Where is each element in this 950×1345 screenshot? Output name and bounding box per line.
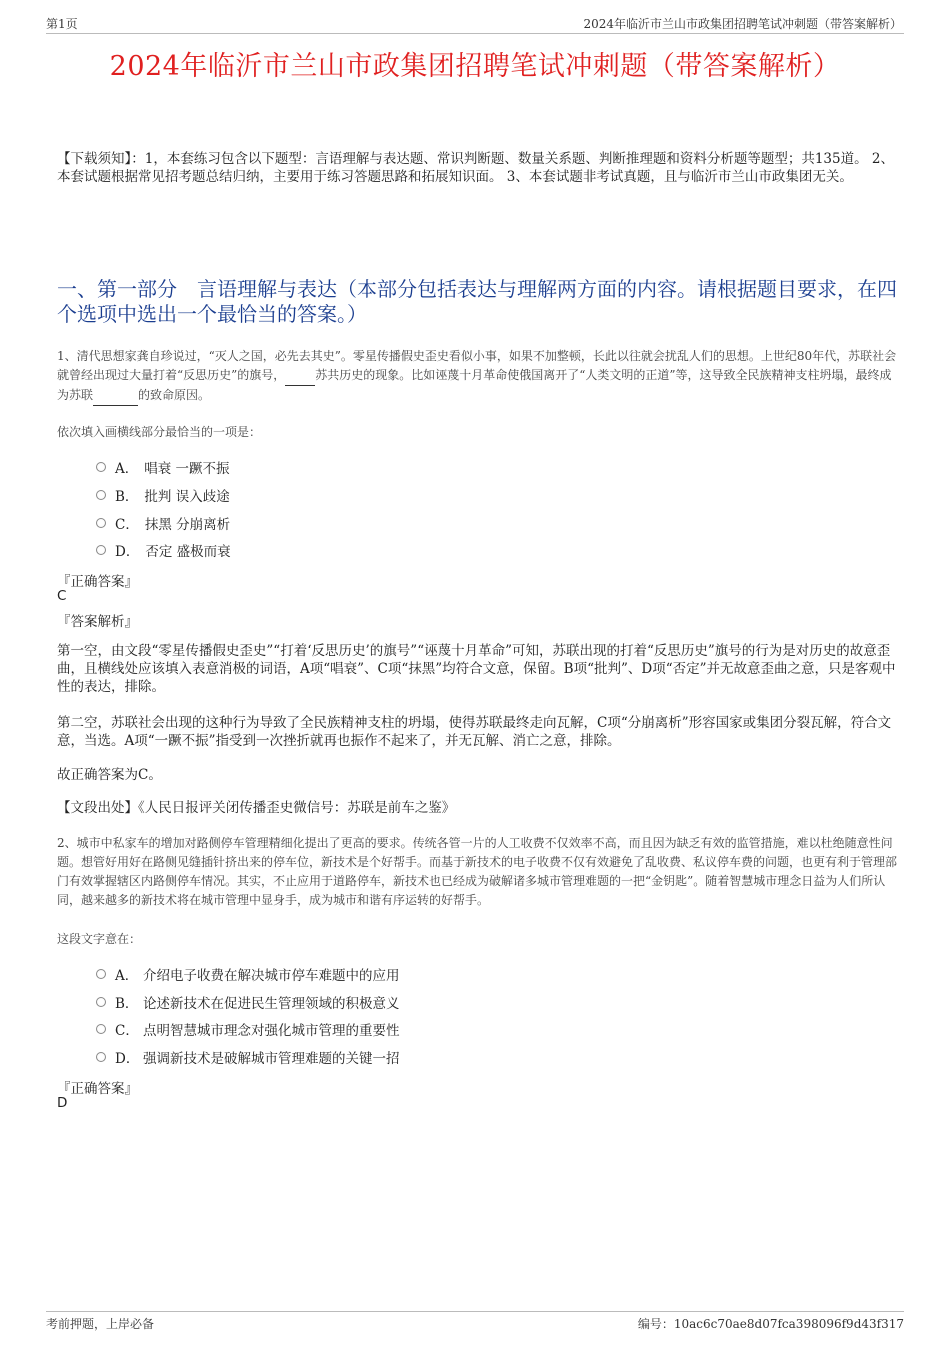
q2-option-d[interactable] xyxy=(96,1047,400,1067)
q1-answer: C xyxy=(57,588,67,604)
option-text: 抹黑 分崩离析 xyxy=(144,517,231,533)
question-2-prompt: 这段文字意在： xyxy=(57,932,142,946)
q1-analysis-2: 第二空，苏联社会出现的这种行为导致了全民族精神支柱的坍塌，使得苏联最终走向瓦解，C项“分崩离析”形容国家或集团分裂瓦解，符合文意，当选。A项“一蹶不振”指受到一次挫折就再也振作不起来了，并无瓦解、消亡之意，排除。 xyxy=(57,715,892,749)
footer-divider xyxy=(46,1311,904,1312)
option-label: B． xyxy=(115,996,139,1012)
question-1-text xyxy=(57,347,897,406)
option-text: 批判 误入歧途 xyxy=(144,489,230,505)
q1-option-c[interactable] xyxy=(96,513,230,533)
section-heading: 一、第一部分 言语理解与表达（本部分包括表达与理解两方面的内容。请根据题目要求，在四个选项中选出一个最恰当的答案。） xyxy=(57,277,897,326)
option-label: B． xyxy=(115,489,139,505)
question-1-prompt: 依次填入画横线部分最恰当的一项是： xyxy=(57,425,262,439)
download-notice: 【下载须知】：1，本套练习包含以下题型：言语理解与表达题、常识判断题、数量关系题、判断推理题和资料分析题等题型；共135道。 2、本套试题根据常见招考题总结归纳，主要用于练习答题思路和拓展知识面。 3、本套试题非考试真题，且与临沂市兰山市政集团无关。 xyxy=(57,151,894,185)
radio-icon[interactable] xyxy=(96,969,106,979)
option-text: 强调新技术是破解城市管理难题的关键一招 xyxy=(143,1051,400,1067)
q2-answer-label: 『正确答案』 xyxy=(57,1081,138,1097)
q2-option-a[interactable] xyxy=(96,964,400,984)
option-label: D． xyxy=(115,544,140,560)
q2-option-b[interactable] xyxy=(96,992,400,1012)
radio-icon[interactable] xyxy=(96,462,106,472)
page-number: 第1页 xyxy=(46,17,78,31)
blank-2 xyxy=(93,386,138,406)
q1-option-d[interactable] xyxy=(96,540,231,560)
footer-slogan: 考前押题，上岸必备 xyxy=(46,1317,155,1331)
option-text: 点明智慧城市理念对强化城市管理的重要性 xyxy=(143,1023,400,1039)
radio-icon[interactable] xyxy=(96,1052,106,1062)
question-1-text-b: 苏共历史的现象。比如诬蔑十月革命使俄国离开了“人类文明的正道”等，这导致全民族精神支柱坍塌，最终成为苏联 xyxy=(57,368,892,402)
header-divider xyxy=(46,33,904,34)
option-text: 否定 盛极而衰 xyxy=(145,544,231,560)
page-title: 2024年临沂市兰山市政集团招聘笔试冲刺题（带答案解析） xyxy=(109,51,841,82)
option-text: 唱衰 一蹶不振 xyxy=(144,461,230,477)
radio-icon[interactable] xyxy=(96,545,106,555)
question-2-text: 2、城市中私家车的增加对路侧停车管理精细化提出了更高的要求。传统各管一片的人工收费不仅效率不高，而且因为缺乏有效的监管措施，难以杜绝随意性问题。想管好用好在路侧见缝插针挤出来的停车位，新技术是个好帮手。而基于新技术的电子收费不仅有效避免了乱收费、私议停车费的问题，也更有利于管理部门有效掌握辖区内路侧停车情况。其实，不止应用于道路停车，新技术也已经成为破解诸多城市管理难题的一把“金钥匙”。随着智慧城市理念日益为人们所认同，越来越多的新技术将在城市管理中显身手，成为城市和谐有序运转的好帮手。 xyxy=(57,836,898,907)
option-label: C． xyxy=(115,1023,139,1039)
radio-icon[interactable] xyxy=(96,1024,106,1034)
blank-1 xyxy=(285,366,315,386)
radio-icon[interactable] xyxy=(96,518,106,528)
q2-answer: D xyxy=(57,1095,68,1111)
header-doc-title: 2024年临沂市兰山市政集团招聘笔试冲刺题（带答案解析） xyxy=(583,17,902,31)
q1-analysis-3: 故正确答案为C。 xyxy=(57,767,162,783)
question-1-text-a: 1、清代思想家龚自珍说过，“灭人之国，必先去其史”。零星传播假史歪史看似小事，如果不加整顿，长此以往就会扰乱人们的思想。上世纪80年代，苏联社会就曾经出现过大量打着“反思历史”的旗号， xyxy=(57,349,897,382)
option-label: D． xyxy=(115,1051,140,1067)
option-label: A． xyxy=(115,968,139,984)
radio-icon[interactable] xyxy=(96,997,106,1007)
option-label: C． xyxy=(115,517,139,533)
radio-icon[interactable] xyxy=(96,490,106,500)
option-text: 论述新技术在促进民生管理领域的积极意义 xyxy=(143,996,400,1012)
question-1-text-c: 的致命原因。 xyxy=(138,388,211,402)
q1-option-b[interactable] xyxy=(96,485,230,505)
q1-source: 【文段出处】《人民日报评关闭传播歪史微信号：苏联是前车之鉴》 xyxy=(57,800,456,816)
q1-analysis-1: 第一空，由文段“零星传播假史歪史”“打着‘反思历史’的旗号”“诬蔑十月革命”可知，苏联出现的打着“反思历史”旗号的行为是对历史的故意歪曲，且横线处应该填入表意消极的词语，A项“唱衰”、C项“抹黑”均符合文意，保留。B项“批判”、D项“否定”并无故意歪曲之意，只是客观中性的表达，排除。 xyxy=(57,643,896,695)
q1-answer-label: 『正确答案』 xyxy=(57,574,138,590)
footer-code: 编号：10ac6c70ae8d07fca398096f9d43f317 xyxy=(637,1317,904,1331)
q1-analysis-label: 『答案解析』 xyxy=(57,614,138,630)
option-label: A． xyxy=(115,461,139,477)
q1-option-a[interactable] xyxy=(96,457,230,477)
q2-option-c[interactable] xyxy=(96,1019,400,1039)
option-text: 介绍电子收费在解决城市停车难题中的应用 xyxy=(143,968,400,984)
